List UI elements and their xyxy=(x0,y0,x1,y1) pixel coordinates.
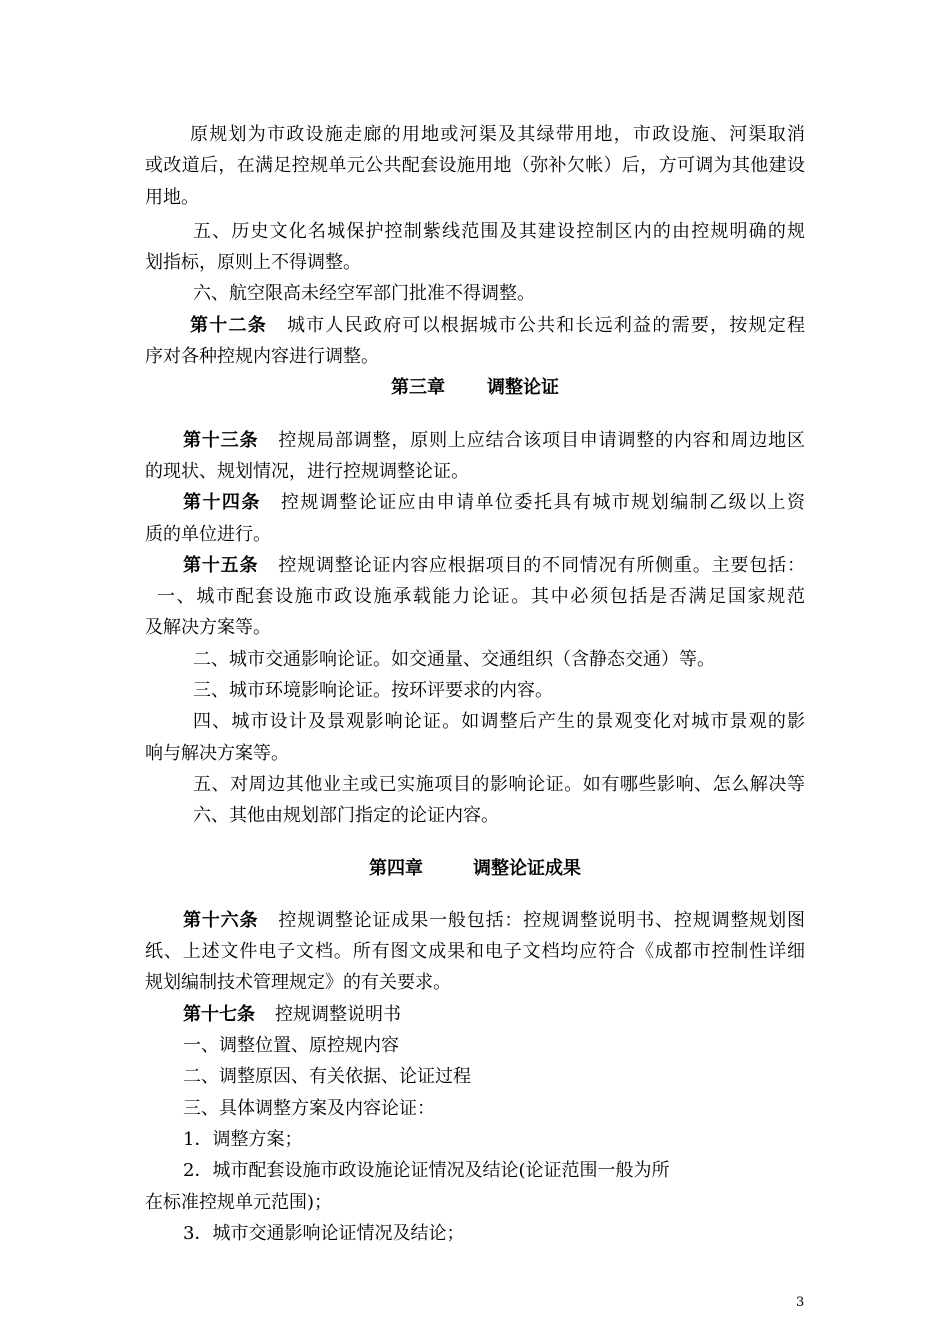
article-text: 城市人民政府可以根据城市公共和长远利益的需要，按规定程 xyxy=(286,314,806,336)
text-line: 及解决方案等。 xyxy=(145,617,271,639)
chapter-4-heading xyxy=(145,853,805,884)
article-first-line xyxy=(145,905,805,936)
text-line: 四、城市设计及景观影响论证。如调整后产生的景观变化对城市景观的影 xyxy=(193,711,805,733)
article-first-line xyxy=(145,999,805,1030)
list-item-1-position xyxy=(145,1030,805,1061)
page-number: 3 xyxy=(796,1295,805,1310)
text-line: 的现状、规划情况，进行控规调整论证。 xyxy=(145,460,469,482)
text-line: 纸、上述文件电子文档。所有图文成果和电子文档均应符合《成都市控制性详细 xyxy=(145,941,805,963)
list-item-5-historic-city xyxy=(145,216,805,279)
article-label: 第十七条 xyxy=(183,1003,255,1025)
chapter-title: 调整论证成果 xyxy=(473,857,581,879)
sub-item-3 xyxy=(145,1218,805,1249)
article-13 xyxy=(145,425,805,488)
chapter-number: 第三章 xyxy=(391,377,445,399)
text-line: 在标准控规单元范围)； xyxy=(145,1191,333,1213)
text-line: 五、历史文化名城保护控制紫线范围及其建设控制区内的由控规明确的规 xyxy=(193,220,805,242)
text-line: 2．城市配套设施市政设施论证情况及结论(论证范围一般为所 xyxy=(183,1160,670,1182)
sub-item-2 xyxy=(145,1155,805,1218)
text-line: 质的单位进行。 xyxy=(145,523,271,545)
article-14 xyxy=(145,487,805,550)
list-item-3-plan xyxy=(145,1093,805,1124)
article-label: 第十三条 xyxy=(183,429,259,451)
article-text: 控规调整论证内容应根据项目的不同情况有所侧重。主要包括： xyxy=(278,554,806,576)
text-line: 1．调整方案； xyxy=(183,1128,303,1150)
text-line: 二、调整原因、有关依据、论证过程 xyxy=(183,1066,471,1088)
article-first-line xyxy=(145,550,805,581)
article-first-line xyxy=(145,310,805,341)
list-item-6-other xyxy=(145,800,805,831)
article-first-line xyxy=(145,487,805,518)
text-line: 用地。 xyxy=(145,186,199,208)
article-text: 控规调整论证成果一般包括：控规调整说明书、控规调整规划图 xyxy=(278,909,806,931)
article-label: 第十六条 xyxy=(183,909,259,931)
text-line: 响与解决方案等。 xyxy=(145,742,289,764)
chapter-3-heading xyxy=(145,372,805,403)
paragraph-corridor-land xyxy=(145,119,805,213)
text-line: 一、调整位置、原控规内容 xyxy=(183,1035,399,1057)
text-line: 或改道后，在满足控规单元公共配套设施用地（弥补欠帐）后，方可调为其他建设 xyxy=(145,155,805,177)
article-first-line xyxy=(145,425,805,456)
list-item-3-environment xyxy=(145,675,805,706)
chapter-number: 第四章 xyxy=(369,857,423,879)
article-label: 第十四条 xyxy=(183,492,261,514)
text-line: 原规划为市政设施走廊的用地或河渠及其绿带用地，市政设施、河渠取消 xyxy=(190,124,805,145)
article-16 xyxy=(145,905,805,999)
text-line: 序对各种控规内容进行调整。 xyxy=(145,346,379,368)
article-text: 控规调整论证应由申请单位委托具有城市规划编制乙级以上资 xyxy=(280,492,806,514)
text-line: 六、其他由规划部门指定的论证内容。 xyxy=(193,805,499,827)
text-line: 五、对周边其他业主或已实施项目的影响论证。如有哪些影响、怎么解决等 xyxy=(193,773,805,795)
list-item-1-infrastructure xyxy=(145,581,805,644)
document-body xyxy=(145,119,805,1249)
list-item-5-neighbors xyxy=(145,769,805,800)
article-17 xyxy=(145,999,805,1030)
article-15 xyxy=(145,550,805,581)
text-line: 一、城市配套设施市政设施承载能力论证。其中必须包括是否满足国家规范 xyxy=(157,586,805,608)
sub-item-1 xyxy=(145,1124,805,1155)
article-text: 控规调整说明书 xyxy=(275,1003,401,1025)
article-12 xyxy=(145,310,805,373)
list-item-6-aviation-height xyxy=(145,278,805,309)
article-text: 控规局部调整，原则上应结合该项目申请调整的内容和周边地区 xyxy=(278,429,806,451)
list-item-2-reason xyxy=(145,1061,805,1092)
text-line: 三、城市环境影响论证。按环评要求的内容。 xyxy=(193,680,553,702)
article-label: 第十五条 xyxy=(183,554,259,576)
text-line: 划指标，原则上不得调整。 xyxy=(145,252,361,274)
list-item-4-urban-design xyxy=(145,706,805,769)
text-line: 二、城市交通影响论证。如交通量、交通组织（含静态交通）等。 xyxy=(193,648,715,670)
text-line: 六、航空限高未经空军部门批准不得调整。 xyxy=(193,283,535,305)
list-item-2-traffic xyxy=(145,644,805,675)
chapter-title: 调整论证 xyxy=(487,377,559,399)
text-line: 三、具体调整方案及内容论证： xyxy=(183,1097,435,1119)
text-line: 3．城市交通影响论证情况及结论； xyxy=(183,1222,465,1244)
text-line: 规划编制技术管理规定》的有关要求。 xyxy=(145,972,451,994)
article-label: 第十二条 xyxy=(190,314,267,336)
